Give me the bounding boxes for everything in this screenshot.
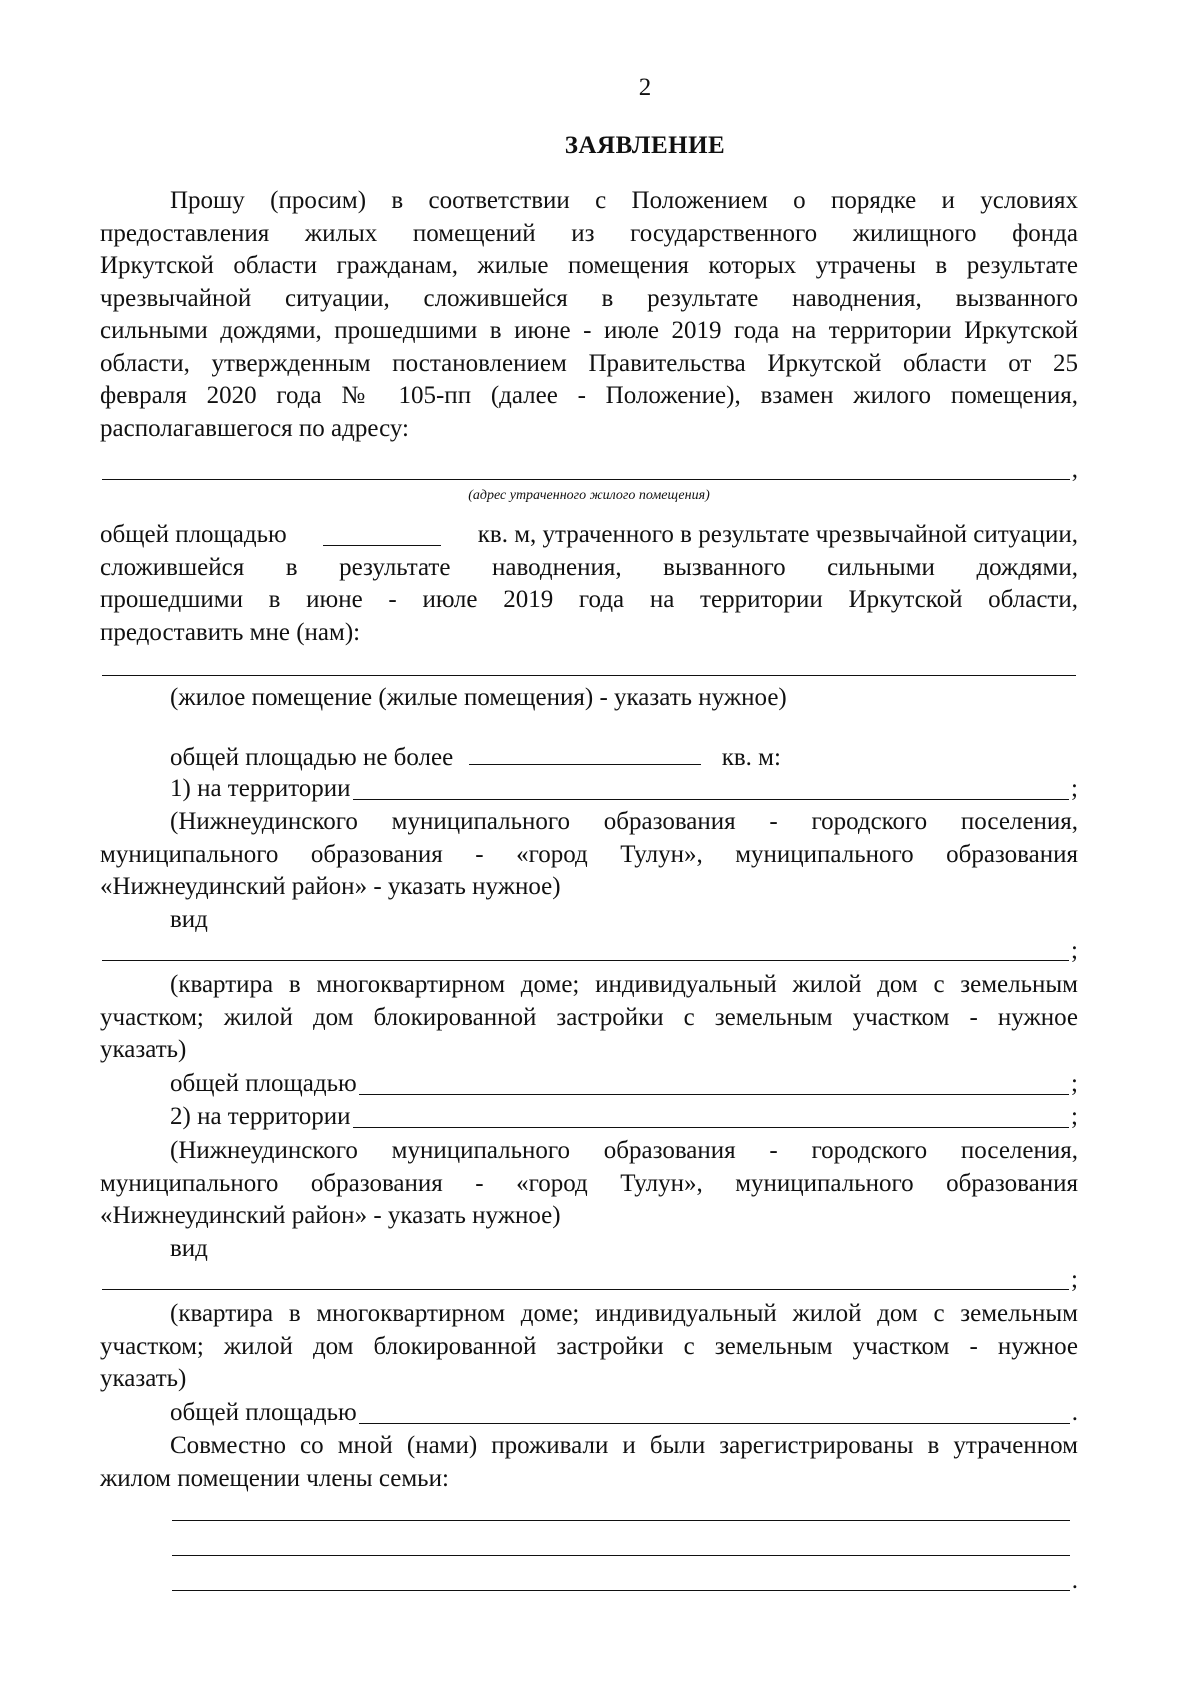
intro-line: области, утвержденным постановлением Правительства Иркутской области от 25 xyxy=(100,349,1078,377)
situation-line: сложившейся в результате наводнения, вызванного сильными дождями, xyxy=(100,553,1078,581)
intro-line: чрезвычайной ситуации, сложившейся в результате наводнения, вызванного xyxy=(100,284,1078,312)
max-area-prefix: общей площадью не более xyxy=(170,744,454,771)
family-line: Совместно со мной (нами) проживали и были зарегистрированы в утраченном xyxy=(170,1432,1078,1459)
territory1-option-line: (Нижнеудинского муниципального образования - городского поселения, xyxy=(170,808,1078,835)
max-area-row xyxy=(100,740,1078,775)
area-line xyxy=(100,519,1078,552)
intro-line: предоставления жилых помещений из государственного жилищного фонда xyxy=(100,219,1078,247)
territory1-semicolon: ; xyxy=(1071,775,1078,802)
territory1-option-line: муниципального образования - «город Тулун», муниципального образования xyxy=(100,840,1078,868)
total-area1-label: общей площадью xyxy=(170,1070,357,1097)
kind1-options xyxy=(100,969,1078,1067)
territory1-options xyxy=(100,806,1078,904)
total-area1-semicolon: ; xyxy=(1071,1070,1078,1097)
situation-line: прошедшими в июне - июле 2019 года на территории Иркутской области, xyxy=(100,586,1078,613)
family-line: жилом помещении члены семьи: xyxy=(100,1464,449,1492)
kind2-semicolon: ; xyxy=(1071,1265,1078,1293)
kind1-label: вид xyxy=(170,906,208,933)
family-paragraph xyxy=(100,1430,1078,1495)
kind1-field[interactable] xyxy=(102,935,1069,961)
area-field[interactable] xyxy=(323,521,441,546)
territory1-option-line: «Нижнеудинский район» - указать нужное) xyxy=(100,873,561,900)
kind1-field-row xyxy=(100,935,1078,967)
territory2-semicolon: ; xyxy=(1071,1103,1078,1130)
territory2-field[interactable] xyxy=(353,1102,1069,1128)
max-area-suffix: кв. м: xyxy=(721,744,781,771)
total-area1-row xyxy=(100,1068,1078,1101)
family-member-field[interactable] xyxy=(172,1495,1070,1521)
total-area2-period: . xyxy=(1071,1399,1078,1426)
intro-paragraph xyxy=(100,185,1078,445)
kind2-option-line: указать) xyxy=(100,1365,187,1392)
premises-field-row xyxy=(100,650,1078,682)
max-area-field[interactable] xyxy=(469,740,701,765)
family-member-period: . xyxy=(1071,1566,1078,1594)
total-area2-field[interactable] xyxy=(359,1398,1070,1424)
kind1-option-line: участком; жилой дом блокированной застройки с земельным участком - нужное xyxy=(100,1003,1078,1031)
territory1-field[interactable] xyxy=(353,774,1069,800)
area-suffix: кв. м, утраченного в результате чрезвычайной ситуации, xyxy=(477,521,1078,548)
intro-line: располагавшегося по адресу: xyxy=(100,414,409,442)
intro-line: февраля 2020 года № 105-пп (далее - Положение), взамен жилого помещения, xyxy=(100,382,1078,409)
kind2-options xyxy=(100,1298,1078,1396)
area-paragraph xyxy=(100,519,1078,649)
address-field[interactable] xyxy=(102,454,1070,480)
family-member-field[interactable] xyxy=(172,1565,1070,1591)
family-member-row xyxy=(100,1495,1078,1527)
territory1-row xyxy=(100,773,1078,806)
territory2-option-line: муниципального образования - «город Тулун», муниципального образования xyxy=(100,1169,1078,1197)
kind2-label: вид xyxy=(170,1235,208,1262)
territory2-option-line: (Нижнеудинского муниципального образования - городского поселения, xyxy=(170,1137,1078,1164)
territory2-option-line: «Нижнеудинский район» - указать нужное) xyxy=(100,1202,561,1229)
total-area2-row xyxy=(100,1397,1078,1430)
kind2-field[interactable] xyxy=(102,1264,1069,1290)
territory1-label: 1) на территории xyxy=(170,775,351,802)
kind1-option-line: (квартира в многоквартирном доме; индивидуальный жилой дом с земельным xyxy=(170,971,1078,998)
total-area2-label: общей площадью xyxy=(170,1399,357,1426)
page-title: ЗАЯВЛЕНИЕ xyxy=(564,132,726,159)
territory2-label: 2) на территории xyxy=(170,1103,351,1130)
kind2-option-line: (квартира в многоквартирном доме; индивидуальный жилой дом с земельным xyxy=(170,1300,1078,1327)
address-comma: , xyxy=(1071,455,1078,483)
premises-field[interactable] xyxy=(102,650,1076,676)
kind2-option-line: участком; жилой дом блокированной застройки с земельным участком - нужное xyxy=(100,1332,1078,1360)
page-number: 2 xyxy=(638,74,652,101)
address-caption: (адрес утраченного жилого помещения) xyxy=(468,488,710,503)
area-prefix: общей площадью xyxy=(100,521,287,548)
kind2-field-row xyxy=(100,1264,1078,1296)
family-member-row xyxy=(100,1530,1078,1562)
territory2-row xyxy=(100,1101,1078,1134)
intro-line: сильными дождями, прошедшими в июне - июле 2019 года на территории Иркутской xyxy=(100,317,1078,344)
family-member-row xyxy=(100,1565,1078,1597)
kind1-option-line: указать) xyxy=(100,1036,187,1063)
intro-line: Иркутской области гражданам, жилые помещения которых утрачены в результате xyxy=(100,252,1078,279)
total-area1-field[interactable] xyxy=(359,1069,1069,1095)
address-field-row xyxy=(100,454,1078,486)
premises-caption: (жилое помещение (жилые помещения) - указать нужное) xyxy=(170,684,787,711)
situation-line: предоставить мне (нам): xyxy=(100,618,361,646)
intro-line: Прошу (просим) в соответствии с Положением о порядке и условиях xyxy=(170,187,1078,214)
territory2-options xyxy=(100,1135,1078,1233)
kind1-semicolon: ; xyxy=(1071,936,1078,964)
family-member-field[interactable] xyxy=(172,1530,1070,1556)
